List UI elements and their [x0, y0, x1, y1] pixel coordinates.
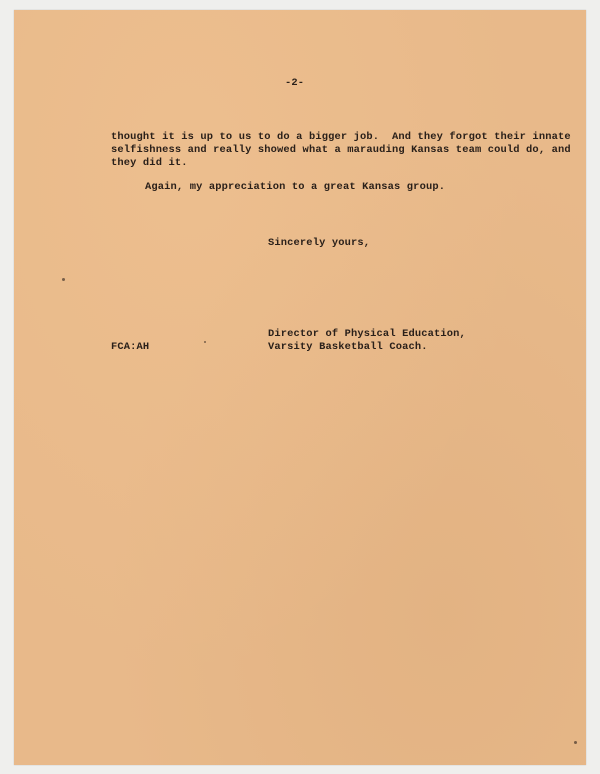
- page-number: -2-: [285, 77, 305, 89]
- paper-speck: [62, 278, 65, 281]
- letter-page: [14, 10, 586, 765]
- reference-initials: FCA:AH: [111, 341, 150, 353]
- body-line: thought it is up to us to do a bigger job. And they forgot their innate: [111, 131, 571, 143]
- signature-title: Varsity Basketball Coach.: [268, 341, 428, 353]
- signature-title: Director of Physical Education,: [268, 328, 466, 340]
- paper-speck: [204, 341, 206, 343]
- body-line: they did it.: [111, 157, 188, 169]
- body-line: selfishness and really showed what a marauding Kansas team could do, and: [111, 144, 571, 156]
- complimentary-closing: Sincerely yours,: [268, 237, 371, 249]
- appreciation-paragraph: Again, my appreciation to a great Kansas group.: [145, 181, 446, 193]
- paper-speck: [574, 741, 577, 744]
